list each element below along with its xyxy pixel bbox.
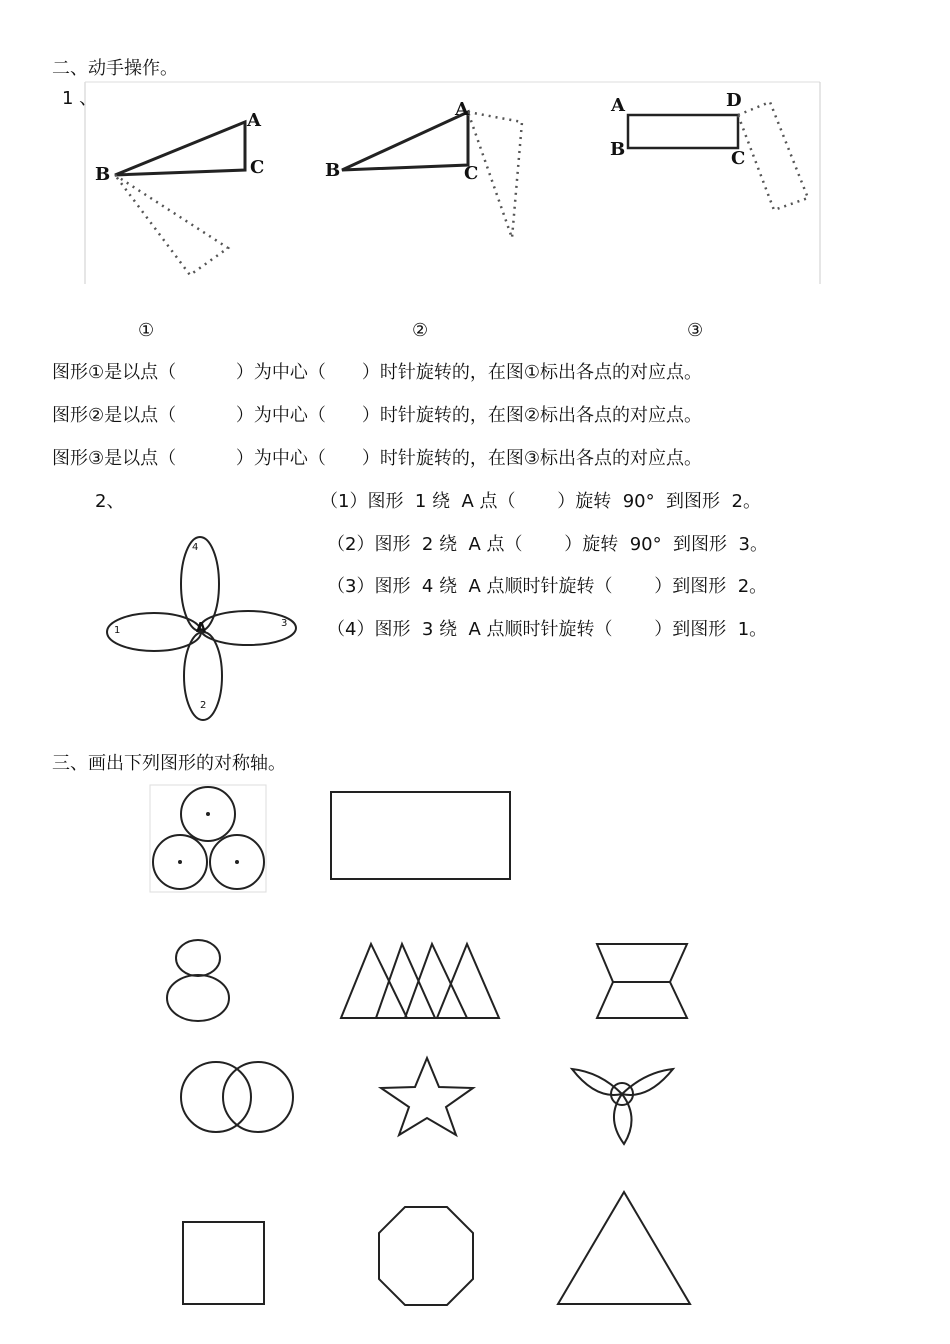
shape-square [183, 1222, 264, 1304]
petal-label-1: 1 [114, 625, 121, 636]
shape-rectangle [331, 792, 510, 879]
fig3-label-D: D [726, 90, 742, 111]
q2-line-3: （3）图形 4 绕 A 点顺时针旋转（ ）到图形 2。 [327, 576, 768, 597]
figure-number-2: ② [412, 320, 429, 341]
petal-label-3: 3 [281, 618, 288, 629]
fig3-label-B: B [610, 139, 626, 160]
circle-top-center [206, 812, 210, 816]
fig1-label-B: B [95, 164, 111, 185]
fig1-label-A: A [247, 110, 261, 131]
q1-line-2: 图形②是以点（ ）为中心（ ）时针旋转的，在图②标出各点的对应点。 [52, 405, 702, 426]
fig3-rectangle [628, 115, 738, 148]
ring-left [181, 1062, 251, 1132]
fig3-rotated-rectangle [738, 102, 808, 210]
fig1-triangle [115, 122, 245, 175]
petal-label-4: 4 [192, 542, 199, 553]
q1-line-1: 图形①是以点（ ）为中心（ ）时针旋转的，在图①标出各点的对应点。 [52, 362, 702, 383]
fig2-label-C: C [464, 163, 479, 184]
petal-label-2: 2 [200, 700, 207, 711]
figure-number-1: ① [138, 320, 155, 341]
eight-bottom [167, 975, 229, 1021]
q2-line-1: （1）图形 1 绕 A 点（ ）旋转 90° 到图形 2。 [320, 491, 761, 512]
shape-triangle [558, 1192, 690, 1304]
fig2-triangle [342, 112, 468, 170]
ring-right [223, 1062, 293, 1132]
fig3-label-A: A [611, 95, 625, 116]
q2-line-2: （2）图形 2 绕 A 点（ ）旋转 90° 到图形 3。 [327, 534, 768, 555]
figure-number-3: ③ [687, 320, 704, 341]
q1-line-3: 图形③是以点（ ）为中心（ ）时针旋转的，在图③标出各点的对应点。 [52, 448, 702, 469]
overlapping-triangles [341, 944, 499, 1018]
q2-line-4: （4）图形 3 绕 A 点顺时针旋转（ ）到图形 1。 [327, 619, 768, 640]
section2-heading: 二、动手操作。 [52, 58, 178, 79]
q1-number: 1 、 [62, 88, 98, 109]
petal-label-center: A [196, 621, 207, 636]
shape-octagon [379, 1207, 473, 1305]
section3-heading: 三、画出下列图形的对称轴。 [52, 753, 286, 774]
shape-trefoil [572, 1069, 673, 1144]
fig2-label-B: B [325, 160, 341, 181]
fig2-label-A: A [455, 99, 469, 120]
shape-star [381, 1058, 473, 1135]
circle-left-center [178, 860, 182, 864]
fig3-label-C: C [731, 148, 746, 169]
fig1-rotated-triangle [115, 175, 228, 275]
petal-1 [107, 613, 201, 651]
circle-right-center [235, 860, 239, 864]
q2-number: 2、 [95, 491, 125, 512]
eight-top [176, 940, 220, 976]
fig1-label-C: C [250, 157, 265, 178]
